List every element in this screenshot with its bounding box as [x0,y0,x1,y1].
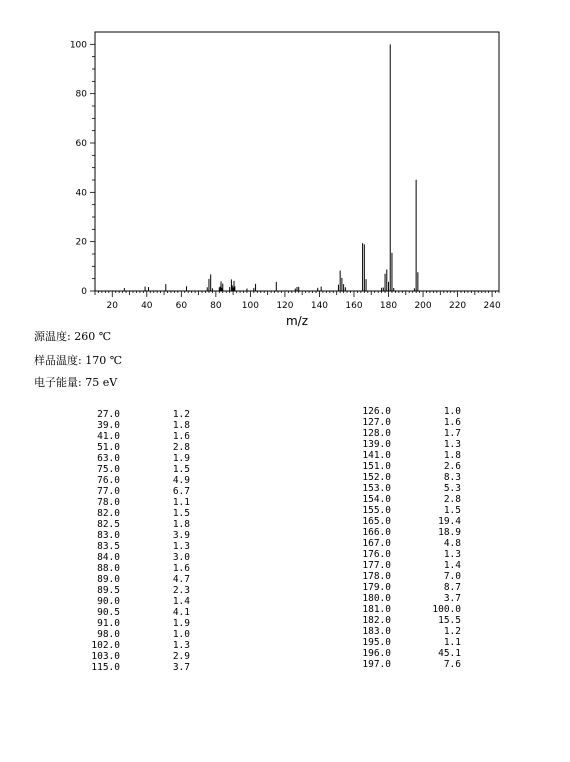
table-row [345,428,461,439]
x-tick-label-120: 120 [276,301,294,311]
table-row [74,596,190,607]
intensity-cell: 2.6 [443,461,461,472]
intensity-cell: 1.4 [172,596,190,607]
mz-cell: 41.0 [97,431,120,442]
intensity-cell: 1.9 [172,453,190,464]
intensity-cell: 2.8 [172,442,190,453]
mz-cell: 165.0 [362,516,391,527]
table-row [345,538,461,549]
intensity-cell: 4.7 [172,574,190,585]
intensity-cell: 3.9 [172,530,190,541]
table-row [345,549,461,560]
intensity-cell: 1.3 [172,640,190,651]
mz-cell: 166.0 [362,527,391,538]
mz-cell: 76.0 [97,475,120,486]
x-tick-label-160: 160 [345,301,363,311]
mass-spectrum-chart [0,0,570,330]
table-row [345,615,461,626]
y-tick-label-0: 0 [81,287,87,297]
condition-value: 75 eV [81,376,118,389]
mz-cell: 181.0 [362,604,391,615]
intensity-cell: 1.9 [172,618,190,629]
intensity-cell: 1.4 [443,560,461,571]
mz-cell: 82.5 [97,519,120,530]
intensity-cell: 4.1 [172,607,190,618]
mz-cell: 103.0 [91,651,120,662]
table-row [74,618,190,629]
intensity-cell: 1.3 [443,549,461,560]
mz-cell: 183.0 [362,626,391,637]
mz-cell: 89.5 [97,585,120,596]
x-tick-label-220: 220 [448,301,467,311]
condition-label: 样品温度: [34,354,82,367]
y-tick-label-80: 80 [75,89,87,100]
mz-cell: 179.0 [362,582,391,593]
intensity-cell: 18.9 [438,527,461,538]
table-row [74,431,190,442]
intensity-cell: 1.1 [172,497,190,508]
peak-bars [124,44,418,291]
table-row [345,560,461,571]
table-row [74,486,190,497]
x-axis [95,291,501,311]
mz-cell: 89.0 [97,574,120,585]
table-row [74,453,190,464]
intensity-cell: 1.8 [172,519,190,530]
table-row [74,508,190,519]
intensity-cell: 2.8 [443,494,461,505]
table-row [345,659,461,670]
intensity-cell: 1.0 [443,406,461,417]
mz-cell: 82.0 [97,508,120,519]
table-row [345,516,461,527]
condition-label: 电子能量: [34,376,82,389]
mz-cell: 90.5 [97,607,120,618]
mz-cell: 77.0 [97,486,120,497]
table-row [345,648,461,659]
condition-line [34,328,111,344]
table-row [74,585,190,596]
mz-cell: 155.0 [362,505,391,516]
mz-cell: 83.0 [97,530,120,541]
table-row [345,483,461,494]
table-row [74,442,190,453]
condition-line [34,374,117,390]
intensity-cell: 2.3 [172,585,190,596]
intensity-cell: 19.4 [438,516,461,527]
intensity-cell: 3.7 [172,662,190,673]
condition-value: 260 ℃ [70,330,112,343]
intensity-cell: 1.2 [172,409,190,420]
mz-cell: 98.0 [97,629,120,640]
table-row [345,637,461,648]
table-row [345,439,461,450]
table-row [345,626,461,637]
mz-cell: 84.0 [97,552,120,563]
intensity-cell: 1.6 [172,563,190,574]
plot-frame [95,32,499,291]
table-row [345,593,461,604]
table-row [345,505,461,516]
condition-line [34,352,122,368]
table-row [74,662,190,673]
x-tick-label-180: 180 [379,301,398,311]
intensity-cell: 1.8 [172,420,190,431]
table-row [74,519,190,530]
intensity-cell: 3.0 [172,552,190,563]
x-tick-label-20: 20 [106,301,118,311]
intensity-cell: 8.3 [443,472,461,483]
table-row [74,464,190,475]
intensity-cell: 1.1 [443,637,461,648]
mz-cell: 176.0 [362,549,391,560]
mz-cell: 126.0 [362,406,391,417]
mz-cell: 139.0 [362,439,391,450]
mz-cell: 195.0 [362,637,391,648]
intensity-cell: 1.6 [172,431,190,442]
table-row [74,541,190,552]
table-row [345,472,461,483]
table-row [74,563,190,574]
y-tick-label-60: 60 [75,139,87,149]
table-row [74,409,190,420]
mz-cell: 83.5 [97,541,120,552]
mz-cell: 178.0 [362,571,391,582]
mz-cell: 180.0 [362,593,391,604]
x-tick-label-80: 80 [210,301,222,311]
mz-cell: 102.0 [91,640,120,651]
table-row [74,651,190,662]
peak-table-left [74,409,190,673]
intensity-cell: 45.1 [438,648,461,659]
table-row [345,417,461,428]
table-row [345,494,461,505]
peak-table-right [345,406,461,670]
x-tick-label-240: 240 [483,301,501,311]
intensity-cell: 3.7 [443,593,461,604]
x-axis-label: m/z [285,314,309,328]
mz-cell: 78.0 [97,497,120,508]
intensity-cell: 5.3 [443,483,461,494]
table-row [74,530,190,541]
intensity-cell: 7.6 [443,659,461,670]
mz-cell: 151.0 [362,461,391,472]
table-row [345,604,461,615]
mz-cell: 27.0 [97,409,120,420]
y-axis [70,40,95,297]
intensity-cell: 100.0 [432,604,461,615]
table-row [74,497,190,508]
intensity-cell: 1.3 [443,439,461,450]
intensity-cell: 1.5 [443,505,461,516]
mz-cell: 88.0 [97,563,120,574]
table-row [74,629,190,640]
mz-cell: 115.0 [91,662,120,673]
intensity-cell: 1.2 [443,626,461,637]
intensity-cell: 1.0 [172,629,190,640]
mz-cell: 177.0 [362,560,391,571]
table-row [74,475,190,486]
mz-cell: 154.0 [362,494,391,505]
x-tick-label-60: 60 [175,301,188,311]
intensity-cell: 1.5 [172,508,190,519]
intensity-cell: 1.3 [172,541,190,552]
table-row [345,527,461,538]
intensity-cell: 1.7 [443,428,461,439]
mz-cell: 90.0 [97,596,120,607]
mz-cell: 63.0 [97,453,120,464]
mz-cell: 167.0 [362,538,391,549]
mz-cell: 51.0 [97,442,120,453]
mz-cell: 127.0 [362,417,391,428]
table-row [345,582,461,593]
intensity-cell: 7.0 [443,571,461,582]
mz-cell: 197.0 [362,659,391,670]
x-tick-label-40: 40 [141,301,153,311]
condition-value: 170 ℃ [81,354,123,367]
y-tick-label-40: 40 [75,188,87,199]
x-tick-label-140: 140 [310,301,329,311]
x-tick-label-100: 100 [241,301,259,311]
table-row [345,450,461,461]
table-row [74,420,190,431]
table-row [74,607,190,618]
table-row [345,406,461,417]
table-row [74,640,190,651]
condition-label: 源温度: [34,330,71,343]
intensity-cell: 6.7 [172,486,190,497]
mz-cell: 152.0 [362,472,391,483]
x-tick-label-200: 200 [414,301,432,311]
intensity-cell: 4.8 [443,538,461,549]
mz-cell: 128.0 [362,428,391,439]
mz-cell: 75.0 [97,464,120,475]
mz-cell: 91.0 [97,618,120,629]
mz-cell: 182.0 [362,615,391,626]
intensity-cell: 15.5 [438,615,461,626]
mz-cell: 39.0 [97,420,120,431]
mz-cell: 141.0 [362,450,391,461]
y-tick-label-20: 20 [75,237,87,248]
table-row [345,571,461,582]
intensity-cell: 8.7 [443,582,461,593]
intensity-cell: 1.5 [172,464,190,475]
table-row [74,552,190,563]
y-tick-label-100: 100 [69,40,87,51]
intensity-cell: 1.6 [443,417,461,428]
table-row [74,574,190,585]
mz-cell: 196.0 [362,648,391,659]
intensity-cell: 1.8 [443,450,461,461]
mz-cell: 153.0 [362,483,391,494]
table-row [345,461,461,472]
intensity-cell: 4.9 [172,475,190,486]
intensity-cell: 2.9 [172,651,190,662]
